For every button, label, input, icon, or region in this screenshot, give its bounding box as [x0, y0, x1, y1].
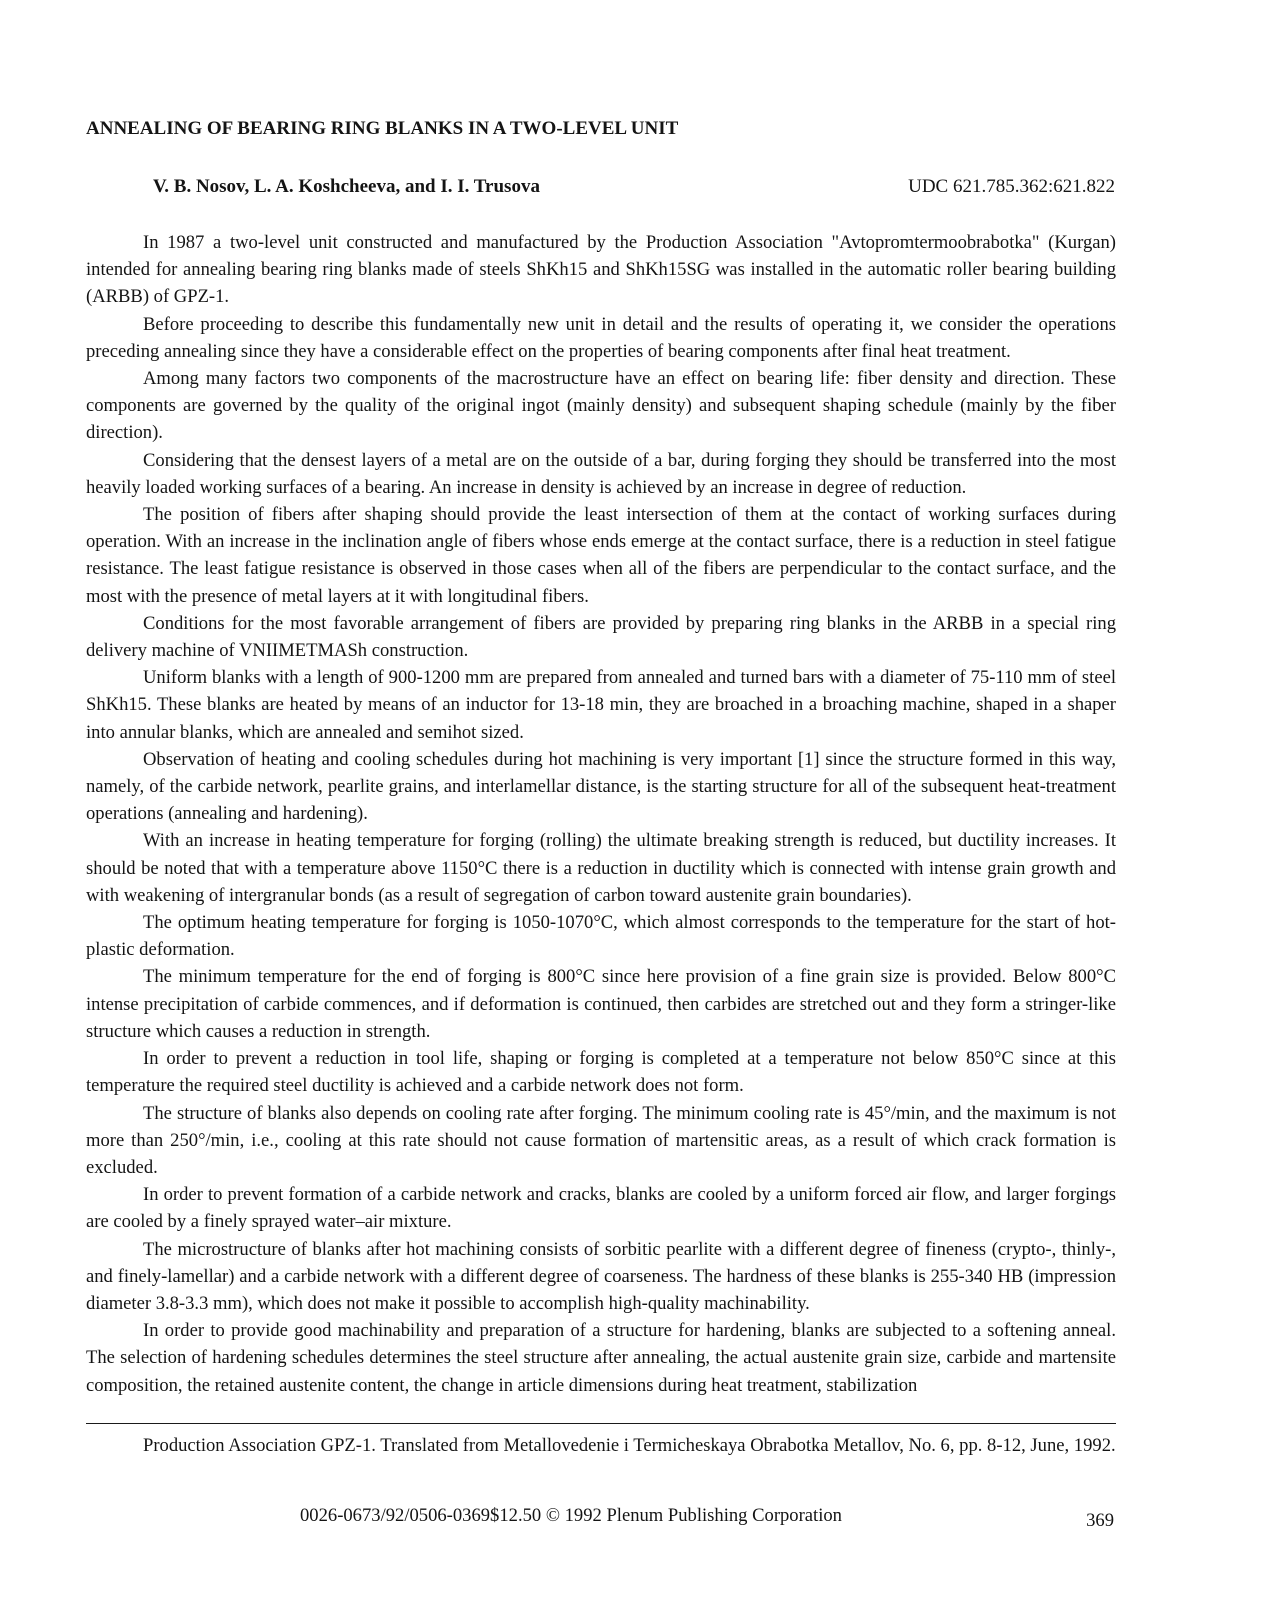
- body-paragraph: The microstructure of blanks after hot machining consists of sorbitic pearlite with a different degree of fineness (crypto-, thinly-, and finely-lamellar) and a carbide network with a different degree of coarseness. The hardness of these blanks is 255-340 HB (impression diameter 3.8-3.3 mm), which does not make it possible to accomplish high-quality machinability.: [86, 1238, 1116, 1314]
- page-number: 369: [1086, 1510, 1114, 1531]
- body-paragraph: Considering that the densest layers of a metal are on the outside of a bar, during forging they should be transferred into the most heavily loaded working surfaces of a bearing. An increase in density is achieved by an increase in degree of reduction.: [86, 449, 1116, 498]
- footnote-divider: [86, 1423, 1116, 1424]
- body-paragraph: Before proceeding to describe this fundamentally new unit in detail and the results of operating it, we consider the operations preceding annealing since they have a considerable effect on the properties of bearing components after final heat treatment.: [86, 313, 1116, 362]
- body-paragraph: In order to provide good machinability and preparation of a structure for hardening, blanks are subjected to a softening anneal. The selection of hardening schedules determines the steel structure after annealing, the actual austenite grain size, carbide and martensite composition, the retained austenite content, the change in article dimensions during heat treatment, stabilization: [86, 1320, 1116, 1396]
- article-authors: V. B. Nosov, L. A. Koshcheeva, and I. I. Trusova: [153, 176, 540, 197]
- body-paragraph: Observation of heating and cooling schedules during hot machining is very important [1] since the structure formed in this way, namely, of the carbide network, pearlite grains, and interlamellar distance, is the starting structure for all of the subsequent heat-treatment operations (annealing and hardening).: [86, 748, 1116, 825]
- udc-code: UDC 621.785.362:621.822: [908, 176, 1115, 197]
- body-paragraph: Among many factors two components of the macrostructure have an effect on bearing life: fiber density and direction. These components are governed by the quality of the original ingot (mainly density) and subsequent shaping schedule (mainly by the fiber direction).: [86, 368, 1116, 444]
- body-paragraph: In order to prevent formation of a carbide network and cracks, blanks are cooled by a uniform forced air flow, and larger forgings are cooled by a finely sprayed water–air mixture.: [86, 1184, 1116, 1233]
- copyright-line: 0026-0673/92/0506-0369$12.50 © 1992 Plenum Publishing Corporation: [300, 1505, 842, 1526]
- body-paragraph: The optimum heating temperature for forging is 1050-1070°C, which almost corresponds to the temperature for the start of hot-plastic deformation.: [86, 912, 1116, 961]
- body-paragraph: The position of fibers after shaping should provide the least intersection of them at the contact of working surfaces during operation. With an increase in the inclination angle of fibers whose ends emerge at the contact surface, there is a reduction in steel fatigue resistance. The least fatigue resistance is observed in those cases when all of the fibers are perpendicular to the contact surface, and the most with the presence of metal layers at it with longitudinal fibers.: [86, 504, 1116, 607]
- body-paragraph: In order to prevent a reduction in tool life, shaping or forging is completed at a temperature not below 850°C since at this temperature the required steel ductility is achieved and a carbide network does not form.: [86, 1048, 1116, 1097]
- body-paragraph: Uniform blanks with a length of 900-1200 mm are prepared from annealed and turned bars with a diameter of 75-110 mm of steel ShKh15. These blanks are heated by means of an inductor for 13-18 min, they are broached in a broaching machine, shaped in a shaper into annular blanks, which are annealed and semihot sized.: [86, 667, 1116, 743]
- body-paragraph: Conditions for the most favorable arrangement of fibers are provided by preparing ring blanks in the ARBB in a special ring delivery machine of VNIIMETMASh construction.: [86, 612, 1116, 662]
- footnote: Production Association GPZ-1. Translated from Metallovedenie i Termicheskaya Obrabotka Metallov, No. 6, pp. 8-12, June, 1992.: [143, 1435, 1116, 1456]
- body-paragraph: With an increase in heating temperature for forging (rolling) the ultimate breaking strength is reduced, but ductility increases. It should be noted that with a temperature above 1150°C there is a reduction in ductility which is connected with intense grain growth and with weakening of intergranular bonds (as a result of segregation of carbon toward austenite grain boundaries).: [86, 830, 1116, 906]
- body-paragraph: In 1987 a two-level unit constructed and manufactured by the Production Association "Avtopromtermoobrabotka" (Kurgan) intended for annealing bearing ring blanks made of steels ShKh15 and ShKh15SG was installed in the automatic roller bearing building (ARBB) of GPZ-1.: [86, 232, 1116, 308]
- article-body: [86, 229, 1116, 1399]
- body-paragraph: The structure of blanks also depends on cooling rate after forging. The minimum cooling rate is 45°/min, and the maximum is not more than 250°/min, i.e., cooling at this rate should not cause formation of martensitic areas, as a result of which crack formation is excluded.: [86, 1102, 1116, 1178]
- body-paragraph: The minimum temperature for the end of forging is 800°C since here provision of a fine grain size is provided. Below 800°C intense precipitation of carbide commences, and if deformation is continued, then carbides are stretched out and they form a stringer-like structure which causes a reduction in strength.: [86, 966, 1116, 1042]
- article-title: ANNEALING OF BEARING RING BLANKS IN A TWO-LEVEL UNIT: [86, 118, 679, 139]
